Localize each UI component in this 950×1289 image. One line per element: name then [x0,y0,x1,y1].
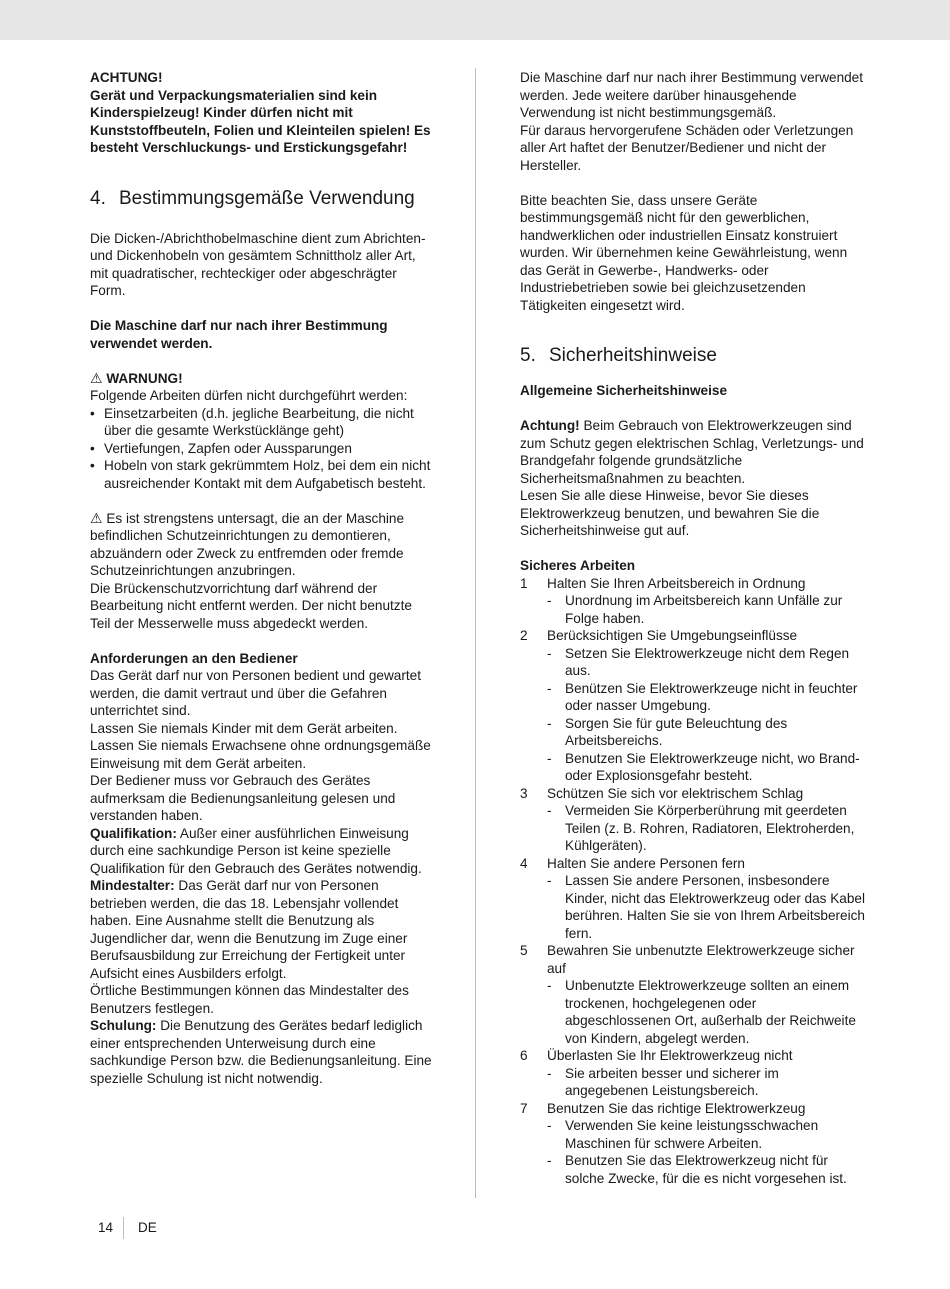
item-number: 1 [520,575,528,591]
sub-item: - Vermeiden Sie Körperberührung mit geerdeten Teilen (z. B. Rohren, Radiatoren, Elektroherden, Kühlgeräten). [520,802,865,855]
sub-item: - Benutzen Sie Elektrowerkzeuge nicht, wo Brand- oder Explosionsgefahr besteht. [520,750,865,785]
warning-text: Gerät und Verpackungsmaterialien sind kein Kinderspielzeug! Kinder dürfen nicht mit Kunststoffbeuteln, Folien und Kleinteilen spielen! Es besteht Verschluckungs- und Erstickungsgefahr! [90,87,431,155]
intended-use-notice: Die Maschine darf nur nach ihrer Bestimmung verwendet werden. [90,318,388,351]
sub-item: - Benutzen Sie das Elektrowerkzeug nicht für solche Zwecke, für die es nicht vorgesehen ist. [520,1152,865,1187]
footer-divider [123,1217,124,1239]
minimum-age-label: Mindestalter: [90,878,175,893]
list-item [520,942,865,977]
operator-paragraph: Der Bediener muss vor Gebrauch des Gerätes aufmerksam die Bedienungsanleitung gelesen und verstanden haben. [90,773,396,823]
intro-paragraph: Die Dicken-/Abrichthobelmaschine dient zum Abrichten- und Dickenhobeln von gesämtem Schnittholz aller Art, mit quadratischer, rechteckiger oder abgeschrägter Form. [90,230,426,298]
item-text: Berücksichtigen Sie Umgebungseinflüsse [547,628,798,643]
item-text: Überlasten Sie Ihr Elektrowerkzeug nicht [547,1048,793,1063]
sub-item: - Sie arbeiten besser und sicherer im angegebenen Leistungsbereich. [520,1065,865,1100]
item-number: 7 [520,1100,528,1116]
warning-triangle-icon: ⚠ [90,369,103,386]
right-column [520,69,865,1187]
liability-paragraph: Für daraus hervorgerufene Schäden oder Verletzungen aller Art haftet der Benutzer/Bediener und nicht der Hersteller. [520,122,854,173]
attention-text: Beim Gebrauch von Elektrowerkzeugen sind zum Schutz gegen elektrischen Schlag, Verletzungs- und Brandgefahr folgende grundsätzliche Sicherheitsmaßnahmen zu beachten. [520,418,864,486]
general-safety-heading: Allgemeine Sicherheitshinweise [520,383,727,398]
list-item: • Einsetzarbeiten (d.h. jegliche Bearbeitung, die nicht über die gesamte Werkstücklänge geht) [90,405,435,440]
top-band [0,0,950,40]
item-text: Halten Sie andere Personen fern [547,855,745,871]
operator-paragraph: Lassen Sie niemals Erwachsene ohne ordnungsgemäße Einweisung mit dem Gerät arbeiten. [90,738,431,771]
item-number: 3 [520,785,528,801]
operator-heading: Anforderungen an den Bediener [90,650,298,666]
sub-item: - Sorgen Sie für gute Beleuchtung des Arbeitsbereichs. [520,715,865,750]
operator-paragraph: Lassen Sie niemals Kinder mit dem Gerät arbeiten. [90,720,398,736]
item-number: 4 [520,855,528,871]
training-text: Die Benutzung des Gerätes bedarf lediglich einer entsprechenden Unterweisung durch eine sachkundige Person bzw. die Bedienungsanleitung. Eine spezielle Schulung ist nicht notwendig. [90,1018,432,1086]
section-5-title: Sicherheitshinweise [549,345,717,366]
section-4-number: 4. [90,187,106,209]
section-5-heading [520,346,865,365]
item-text: Schützen Sie sich vor elektrischem Schlag [547,785,804,801]
section-4-heading [90,189,435,208]
language-code: DE [138,1220,157,1235]
list-item [520,785,865,803]
sub-item: - Lassen Sie andere Personen, insbesondere Kinder, nicht das Elektrowerkzeug oder das Kabel berühren. Halten Sie sie von Ihrem Arbeitsbereich fern. [520,872,865,942]
warning-title: ACHTUNG! [90,70,163,85]
sub-list [520,977,865,1047]
warning2-text: Folgende Arbeiten dürfen nicht durchgeführt werden: [90,388,408,403]
item-number: 5 [520,943,528,958]
safety-devices-text: Es ist strengstens untersagt, die an der Maschine befindlichen Schutzeinrichtungen zu demontieren, abzuändern oder Zweck zu entfremden oder fremde Schutzeinrichtungen anzubringen. [90,510,405,578]
sub-item: - Verwenden Sie keine leistungsschwachen Maschinen für schwere Arbeiten. [520,1117,865,1152]
bridge-guard-paragraph: Die Brückenschutzvorrichtung darf während der Bearbeitung nicht entfernt werden. Der nicht benutzte Teil der Messerwelle muss abgedeckt werden. [90,580,412,631]
section-4-title: Bestimmungsgemäße Verwendung [119,187,415,209]
list-item: • Vertiefungen, Zapfen oder Aussparungen [90,440,435,458]
sub-list [520,1065,865,1100]
item-text: Bewahren Sie unbenutzte Elektrowerkzeuge sicher auf [547,943,855,976]
section-5-number: 5. [520,345,536,366]
sub-list [520,1117,865,1187]
prohibited-list [90,405,435,493]
operator-paragraph: Das Gerät darf nur von Personen bedient und gewartet werden, die damit vertraut und über die Gefahren unterrichtet sind. [90,668,421,718]
warning2-heading [90,370,435,388]
training-label: Schulung: [90,1018,157,1033]
sub-list [520,872,865,942]
sub-item: - Benützen Sie Elektrowerkzeuge nicht in feuchter oder nasser Umgebung. [520,680,865,715]
list-item [520,1100,865,1118]
usage-paragraph: Die Maschine darf nur nach ihrer Bestimmung verwendet werden. Jede weitere darüber hinausgehende Verwendung ist nicht bestimmungsgemäß. [520,70,864,120]
sub-item: - Unordnung im Arbeitsbereich kann Unfälle zur Folge haben. [520,592,865,627]
training-paragraph [90,1017,435,1087]
safe-working-heading: Sicheres Arbeiten [520,558,636,573]
minimum-age-text: Das Gerät darf nur von Personen betrieben werden, die das 18. Lebensjahr vollendet haben. Eine Ausnahme stellt die Benutzung als Jugendlicher dar, wenn die Benutzung im Zuge einer Berufsausbildung zur Erreichung der Fertigkeit unter Aufsicht eines Ausbilders erfolgt. [90,878,408,981]
read-instructions-paragraph: Lesen Sie alle diese Hinweise, bevor Sie dieses Elektrowerkzeug benutzen, und bewahren Sie die Sicherheitshinweise gut auf. [520,488,820,538]
attention-paragraph [520,417,865,487]
list-item [520,627,865,645]
sub-list [520,592,865,627]
list-item [520,855,865,873]
qualification-label: Qualifikation: [90,825,177,841]
list-item [520,1047,865,1065]
warning-triangle-icon: ⚠ [90,509,103,526]
safety-rules-list [520,575,865,1188]
item-number: 6 [520,1048,528,1063]
sub-item: - Unbenutzte Elektrowerkzeuge sollten an einem trockenen, hochgelegenen oder abgeschlossenen Ort, außerhalb der Reichweite von Kindern, abgelegt werden. [520,977,865,1047]
sub-item: - Setzen Sie Elektrowerkzeuge nicht dem Regen aus. [520,645,865,680]
warning2-title: WARNUNG! [106,370,183,386]
list-item [520,575,865,593]
commercial-use-paragraph: Bitte beachten Sie, dass unsere Geräte bestimmungsgemäß nicht für den gewerblichen, handwerklichen oder industriellen Einsatz konstruiert wurden. Wir übernehmen keine Gewährleistung, wenn das Gerät in Gewerbe-, Handwerks- oder Industriebetrieben sowie bei gleichzusetzenden Tätigkeiten eingesetzt wird. [520,192,848,313]
item-number: 2 [520,628,528,643]
left-column [90,69,435,1087]
item-text: Benutzen Sie das richtige Elektrowerkzeug [547,1100,806,1116]
local-regulations-paragraph: Örtliche Bestimmungen können das Mindestalter des Benutzers festlegen. [90,983,409,1016]
qualification-text: Außer einer ausführlichen Einweisung durch eine sachkundige Person ist keine spezielle Qualifikation für den Gebrauch des Gerätes notwendig. [90,825,422,876]
page-number: 14 [98,1220,114,1235]
qualification-paragraph [90,825,435,878]
sub-list [520,802,865,855]
safety-devices-paragraph [90,510,435,580]
item-text: Halten Sie Ihren Arbeitsbereich in Ordnung [547,575,806,591]
list-item: • Hobeln von stark gekrümmtem Holz, bei dem ein nicht ausreichender Kontakt mit dem Aufgabetisch besteht. [90,457,435,492]
sub-list [520,645,865,785]
minimum-age-paragraph [90,877,435,982]
attention-label: Achtung! [520,418,580,433]
column-divider [475,68,476,1198]
